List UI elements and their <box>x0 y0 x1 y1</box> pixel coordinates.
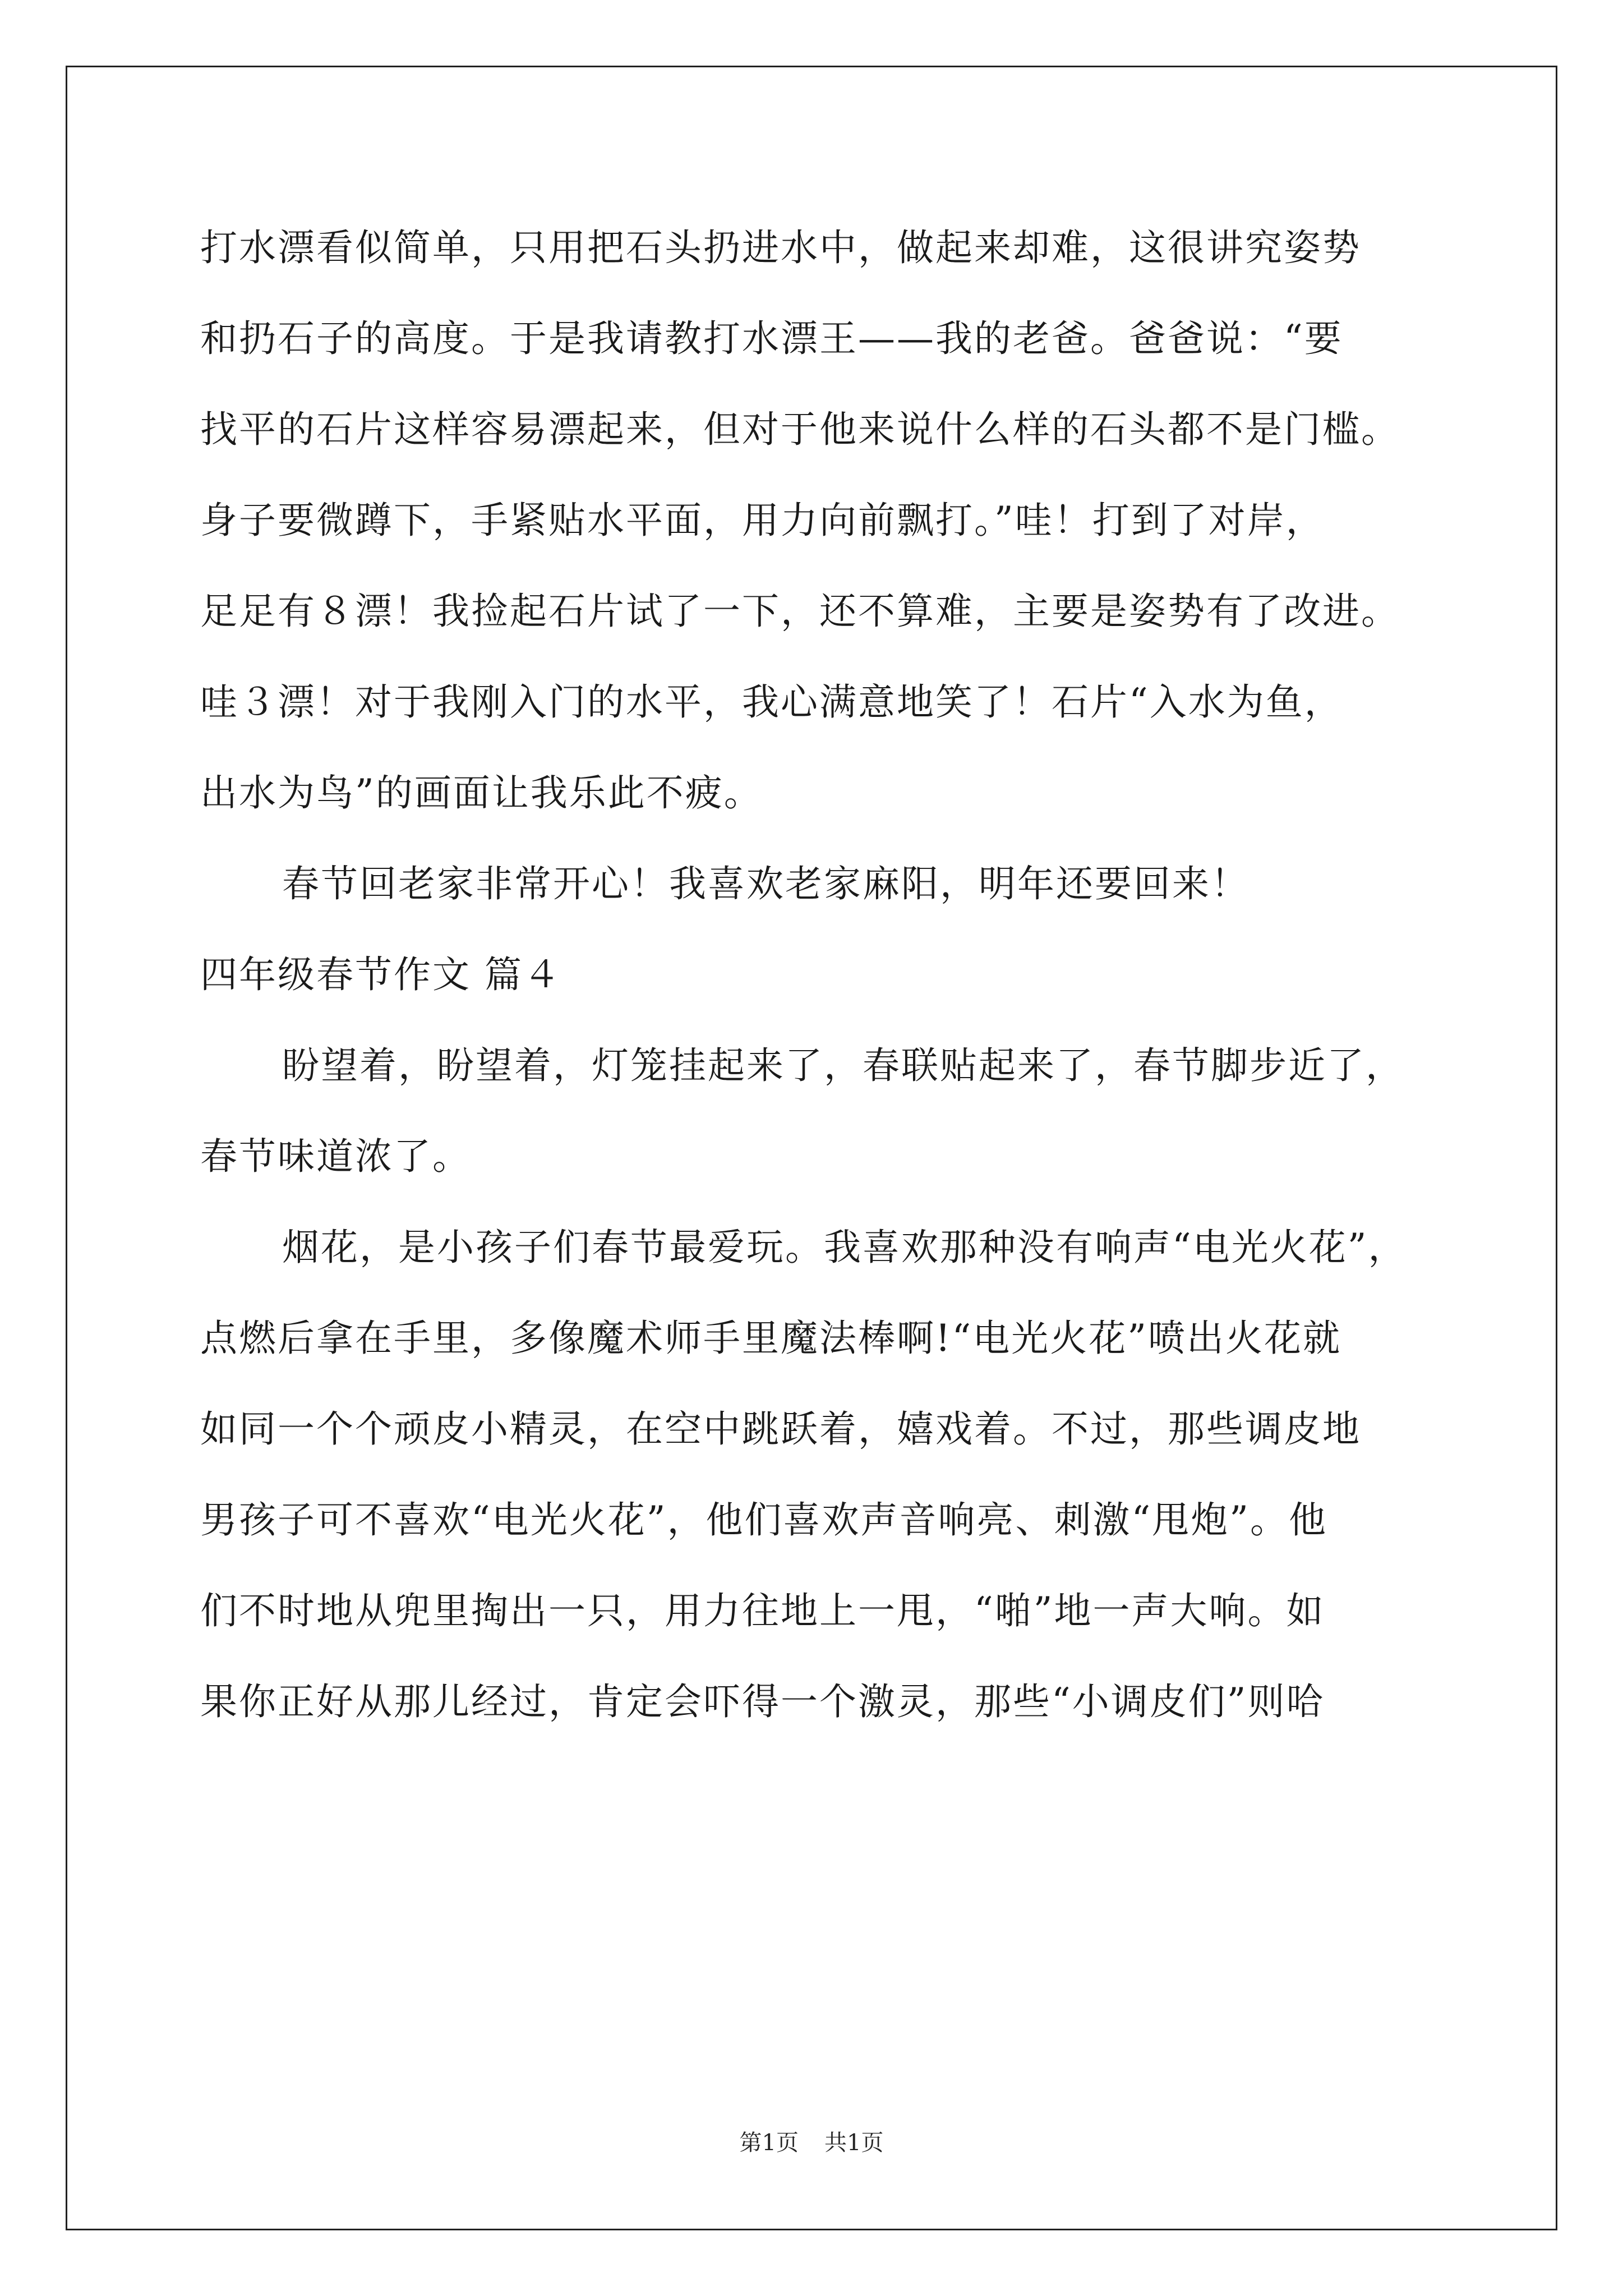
paragraph-line: 出水为鸟”的画面让我乐此不疲。 <box>200 771 763 815</box>
paragraph-line: 足足有８漂！我捡起石片试了一下，还不算难，主要是姿势有了改进。 <box>200 590 1400 633</box>
paragraph-line: 点燃后拿在手里，多像魔术师手里魔法棒啊!“电光火花”喷出火花就 <box>200 1317 1342 1360</box>
paragraph-line: 春节味道浓了。 <box>200 1135 471 1178</box>
paragraph-line: 找平的石片这样容易漂起来，但对于他来说什么样的石头都不是门槛。 <box>200 408 1400 451</box>
paragraph-line: 男孩子可不喜欢“电光火花”，他们喜欢声音响亮、刺激“甩炮”。他 <box>200 1498 1327 1542</box>
paragraph-line: 打水漂看似简单，只用把石头扔进水中，做起来却难，这很讲究姿势 <box>200 226 1361 269</box>
paragraph-line: 和扔石子的高度。于是我请教打水漂王——我的老爸。爸爸说：“要 <box>200 317 1343 360</box>
paragraph-line: 哇３漂！对于我刚入门的水平，我心满意地笑了！石片“入水为鱼， <box>200 680 1343 724</box>
paragraph-line: 身子要微蹲下，手紧贴水平面，用力向前飘打。”哇！打到了对岸， <box>200 499 1325 542</box>
section-heading: 四年级春节作文 篇４ <box>200 953 562 996</box>
paragraph-line: 如同一个个顽皮小精灵，在空中跳跃着，嬉戏着。不过，那些调皮地 <box>200 1407 1361 1451</box>
page-footer <box>0 2126 1623 2160</box>
paragraph-line: 果你正好从那儿经过，肯定会吓得一个激灵，那些“小调皮们”则哈 <box>200 1680 1325 1723</box>
paragraph-line: 春节回老家非常开心！我喜欢老家麻阳，明年还要回来！ <box>282 862 1249 905</box>
page-number-total: 共1页 <box>824 2130 884 2156</box>
page-number-current: 第1页 <box>739 2130 799 2156</box>
paragraph-line: 们不时地从兜里掏出一只，用力往地上一甩，“啪”地一声大响。如 <box>200 1589 1325 1632</box>
paragraph-line: 烟花，是小孩子们春节最爱玩。我喜欢那种没有响声“电光火花”， <box>282 1226 1407 1269</box>
paragraph-line: 盼望着，盼望着，灯笼挂起来了，春联贴起来了，春节脚步近了， <box>282 1044 1404 1087</box>
